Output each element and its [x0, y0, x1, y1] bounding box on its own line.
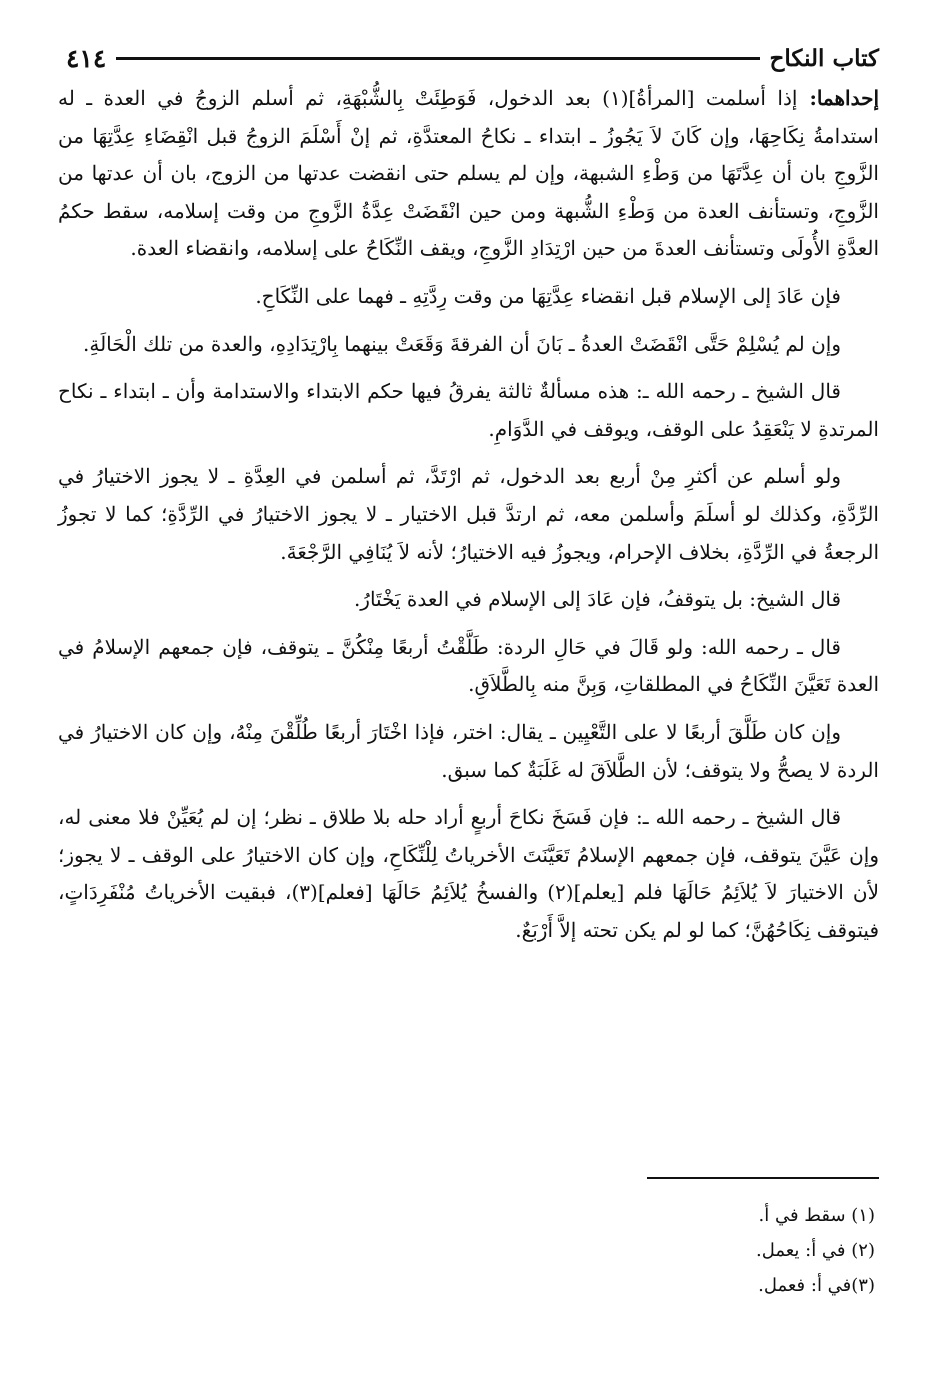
paragraph-9	[58, 799, 879, 949]
paragraph-text: ولو أسلم عن أكثرِ مِنْ أربع بعد الدخول، ثم ارْتَدَّ، ثم أسلمن في العِدَّةِ ـ لا يجوز الاختيارُ في الرِّدَّةِ، وكذلك لو أسلَمَ وأسلمن معه، ثم ارتدَّ قبل الاختيار ـ لا يجوز الاختيارُ في الرِّدَّةِ؛ كما لا تجوزُ الرجعةُ في الرِّدَّةِ، بخلاف الإحرام، ويجوزُ فيه الاختيارُ؛ لأنه لاَ يُنَافِي الرَّجْعَةَ.	[58, 464, 879, 564]
paragraph-text: فإن عَادَ إلى الإسلام قبل انقضاء عِدَّتِهَا من وقت رِدَّتِهِ ـ فهما على النِّكَاحِ.	[255, 283, 841, 308]
footnote-separator	[647, 1177, 879, 1179]
book-title: كتاب النكاح	[769, 44, 879, 72]
paragraph-2	[58, 278, 879, 316]
footnote-2: (٢) في أ: يعمل.	[755, 1240, 875, 1261]
header-rule	[116, 57, 759, 60]
running-header	[58, 40, 879, 76]
footnote-1: (١) سقط في أ.	[758, 1205, 875, 1226]
main-text	[58, 80, 879, 959]
paragraph-text: قال ـ رحمه الله: ولو قَالَ في حَالِ الردة: طَلَّقْتُ أربعًا مِنْكُنَّ ـ يتوقف، فإن جمعهم الإسلامُ في العدة تَعَيَّنَ النِّكَاحُ في المطلقاتِ، وَبِنَّ منه بِالطَّلاَقِ.	[58, 634, 879, 697]
paragraph-1	[58, 80, 879, 268]
paragraph-text: إذا أسلمت [المرأةُ](١) بعد الدخول، فَوَطِئَتْ بِالشُّبْهَةِ، ثم أسلم الزوجُ في العدة ـ له استدامةُ نِكَاحِهَا، وإن كَانَ لاَ يَجُوزُ ـ ابتداء ـ نكاحُ المعتدَّةِ، ثم إنْ أَسْلَمَ الزوجُ قبل انْقِضَاءِ عِدَّتِهَا من الزَّوجِ بان أن عِدَّتَهَا من وَطْءِ الشبهة، وإن لم يسلم حتى انقضت عدتها من الزوج، بان أن عدتها من الزَّوجِ، وتستأنف العدة من وَطْءِ الشُّبهة ومن حين انْقَضَتْ عِدَّةُ الزَّوجِ من وقت إسلامه، سقط حكمُ العدَّةِ الأُولَى وتستأنف العدةَ من حين ارْتِدَادِ الزَّوجِ، ويقف النِّكَاحُ على إسلامه، وانقضاء العدة.	[58, 86, 879, 261]
paragraph-4	[58, 373, 879, 448]
paragraph-3	[58, 326, 879, 364]
page-number: ٤١٤	[66, 43, 107, 73]
paragraph-text: وإن لم يُسْلِمْ حَتَّى انْقَضَتْ العدةُ ـ بَانَ أن الفرقةَ وَقَعَتْ بينهما بِارْتِدَادِهِ، والعدة من تلك الْحَالَةِ.	[82, 331, 841, 356]
footnote-3: (٣)في أ: فعمل.	[758, 1275, 875, 1296]
paragraph-5	[58, 458, 879, 571]
footnotes	[475, 1198, 875, 1303]
paragraph-text: وإن كان طَلَّقَ أربعًا لا على التَّعْيِين ـ يقال: اختر، فإذا اخْتَارَ أربعًا طُلِّقْنَ مِنْهُ، وإن كان الاختيارُ في الردة لا يصحُّ ولا يتوقف؛ لأن الطَّلاَقَ له غَلَبَةٌ كما سبق.	[58, 719, 879, 782]
paragraph-text: قال الشيخ: بل يتوقفُ، فإن عَادَ إلى الإسلام في العدة يَخْتَارُ.	[353, 587, 841, 612]
paragraph-lead: إحداهما:	[797, 86, 880, 110]
paragraph-7	[58, 629, 879, 704]
paragraph-text: قال الشيخ ـ رحمه الله ـ: هذه مسألةٌ ثالثة يفرقُ فيها حكم الابتداء والاستدامة وأن ـ ابتداء ـ نكاح المرتدةِ لا يَنْعَقِدُ على الوقف، ويوقف في الدَّوَامِ.	[58, 379, 879, 441]
paragraph-6	[58, 581, 879, 619]
paragraph-8	[58, 714, 879, 789]
paragraph-text: قال الشيخ ـ رحمه الله ـ: فإن فَسَخَ نكاحَ أربعٍ أراد حله بلا طلاق ـ نظر؛ إن لم يُعَيِّنْ فلا معنى له، وإن عَيَّنَ يتوقف، فإن جمعهم الإسلامُ تَعَيَّنَتَ الأخرياتُ لِلْنِّكَاحِ، وإن كان الاختيارُ على الوقف ـ لا يجوز؛ لأن الاختيارَ لاَ يُلاَئِمُ حَالَهَا فلم [يعلم](٢) والفسخُ يُلاَئِمُ حَالَهَا [فعلم](٣)، فبقيت الأخرياتُ مُنْفَرِدَاتٍ، فيتوقف نِكَاحُهُنَّ؛ كما لو لم يكن تحته إلاَّ أَرْبَعٌ.	[58, 805, 879, 942]
